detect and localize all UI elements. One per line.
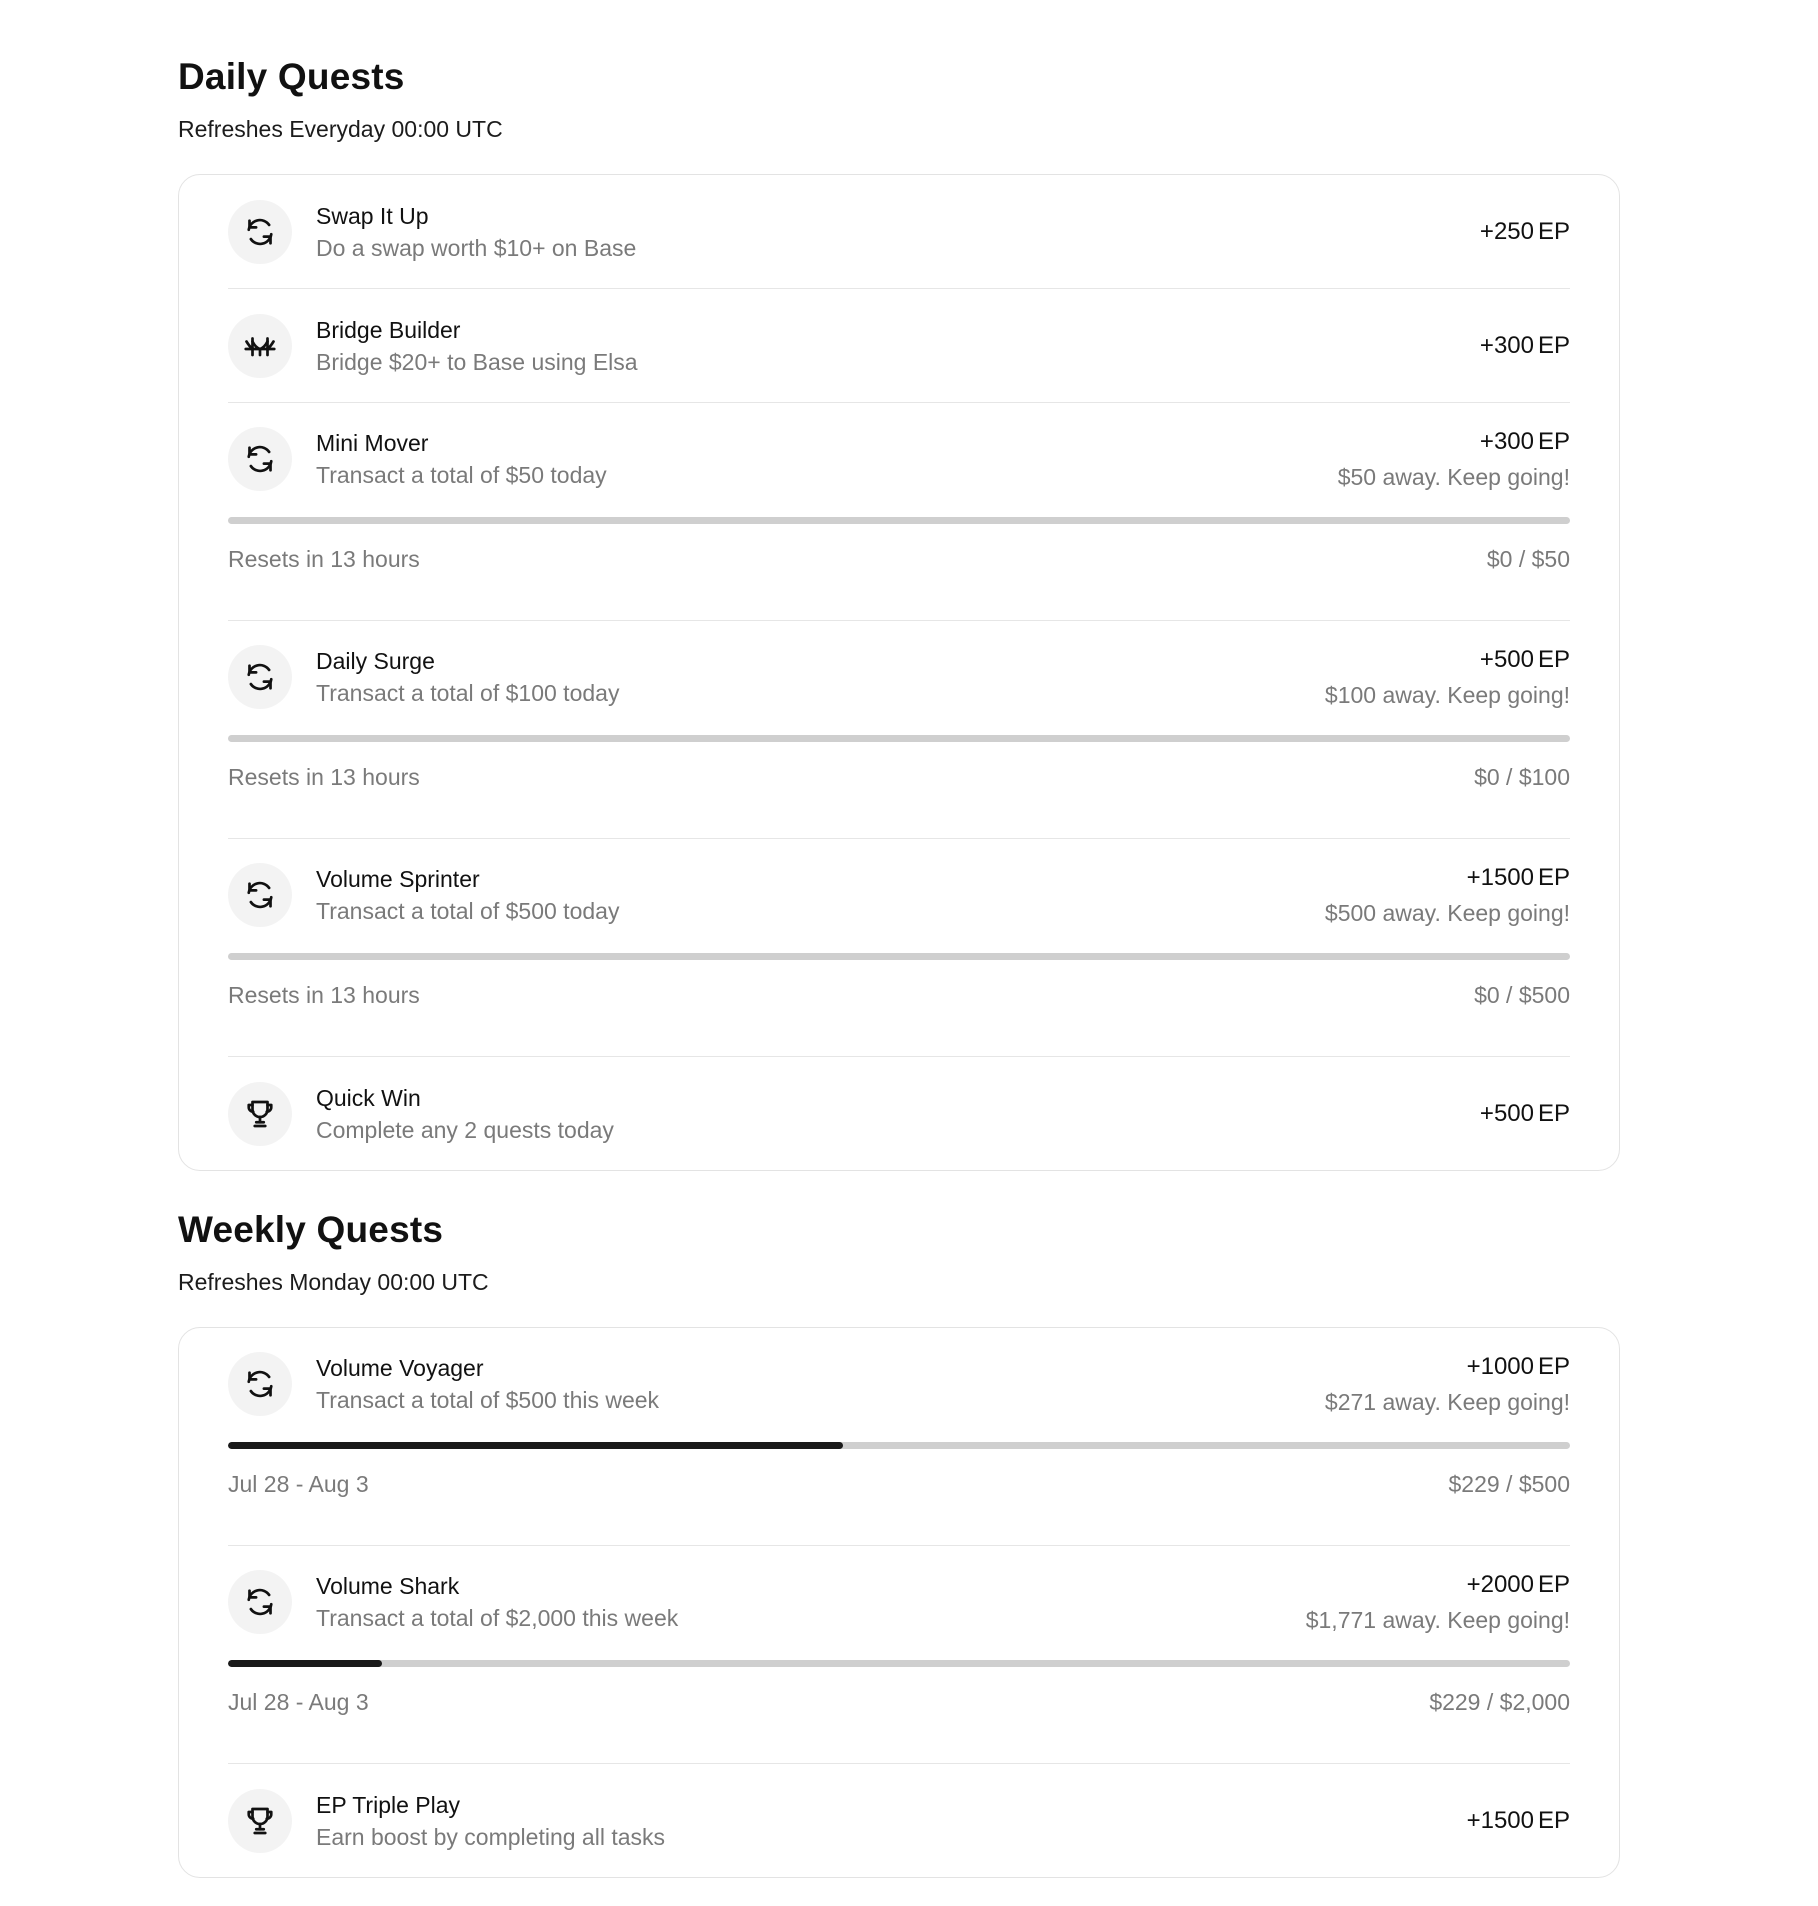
quest-description: Transact a total of $500 this week (316, 1387, 660, 1413)
quest-title: Quick Win (316, 1084, 421, 1111)
swap-icon (228, 863, 292, 927)
progress-fill (228, 1442, 843, 1449)
reward-amount: +300 (1479, 428, 1534, 455)
quest-title: Mini Mover (316, 430, 429, 456)
quest-remaining: $1,771 away. Keep going! (1305, 1607, 1570, 1633)
quest-text (316, 315, 1480, 377)
quest-item[interactable] (228, 175, 1570, 289)
quest-reward-block (1306, 1569, 1570, 1635)
progress-meta (228, 980, 1570, 1010)
quest-remaining: $271 away. Keep going! (1324, 1389, 1570, 1415)
progress-track (228, 1442, 1570, 1449)
progress-track (228, 1660, 1570, 1667)
quest-row[interactable] (228, 403, 1570, 515)
swap-icon (228, 427, 292, 491)
quest-item[interactable] (228, 1328, 1570, 1546)
quest-title: Swap It Up (316, 202, 429, 229)
quest-description: Earn boost by completing all tasks (316, 1823, 666, 1850)
progress-track (228, 953, 1570, 960)
trophy-icon (228, 1082, 292, 1146)
quest-text (316, 1571, 1306, 1633)
quest-progress (228, 735, 1570, 838)
quest-reward (1306, 1569, 1570, 1601)
progress-reset-label: Jul 28 - Aug 3 (228, 1689, 369, 1715)
reward-unit: EP (1537, 1806, 1570, 1834)
quest-description: Transact a total of $500 today (316, 898, 620, 924)
quest-reward (1480, 216, 1570, 248)
quest-text (316, 428, 1338, 490)
progress-meta (228, 1687, 1570, 1717)
progress-fill (228, 1660, 382, 1667)
reward-amount: +500 (1479, 646, 1534, 673)
progress-amount: $0 / $50 (1486, 546, 1570, 572)
quest-item[interactable] (228, 1546, 1570, 1764)
reward-unit: EP (1537, 217, 1570, 245)
progress-amount: $0 / $500 (1474, 982, 1570, 1008)
weekly-title: Weekly Quests (178, 1209, 444, 1250)
quest-reward (1325, 1351, 1570, 1383)
weekly-section (178, 1203, 1620, 1878)
quest-remaining: $500 away. Keep going! (1324, 900, 1570, 926)
quest-progress (228, 953, 1570, 1056)
quest-reward-block (1338, 426, 1570, 492)
quest-reward (1325, 862, 1570, 894)
swap-icon (228, 200, 292, 264)
quest-reward (1467, 1805, 1570, 1837)
quest-remaining: $100 away. Keep going! (1324, 682, 1570, 708)
trophy-icon (228, 1789, 292, 1853)
quest-title: Volume Sprinter (316, 866, 480, 892)
quest-row[interactable] (228, 839, 1570, 951)
quest-reward-block (1467, 1805, 1570, 1837)
quest-description: Transact a total of $2,000 this week (316, 1605, 679, 1631)
quest-row[interactable] (228, 175, 1570, 288)
progress-amount: $229 / $2,000 (1429, 1689, 1570, 1715)
quest-progress (228, 1660, 1570, 1763)
reward-amount: +2000 (1466, 1571, 1534, 1598)
reward-amount: +250 (1479, 217, 1534, 245)
quest-remaining: $50 away. Keep going! (1337, 464, 1570, 490)
swap-icon (228, 1570, 292, 1634)
quest-description: Complete any 2 quests today (316, 1116, 614, 1143)
progress-reset-label: Jul 28 - Aug 3 (228, 1471, 369, 1497)
quest-reward (1480, 330, 1570, 362)
quest-item[interactable] (228, 839, 1570, 1057)
quest-reward-block (1480, 1098, 1570, 1130)
quest-item[interactable] (228, 621, 1570, 839)
daily-section (178, 50, 1620, 1171)
reward-unit: EP (1537, 331, 1570, 359)
quest-title: EP Triple Play (316, 1791, 461, 1818)
progress-meta (228, 544, 1570, 574)
quest-title: Volume Voyager (316, 1355, 484, 1381)
quest-row[interactable] (228, 1328, 1570, 1440)
progress-track (228, 517, 1570, 524)
quest-row[interactable] (228, 1057, 1570, 1170)
quest-reward (1338, 426, 1570, 458)
quest-text (316, 1790, 1467, 1852)
progress-amount: $229 / $500 (1448, 1471, 1570, 1497)
quest-description: Transact a total of $50 today (316, 462, 607, 488)
swap-icon (228, 1352, 292, 1416)
quest-row[interactable] (228, 289, 1570, 402)
reward-unit: EP (1537, 1099, 1570, 1127)
progress-reset-label: Resets in 13 hours (228, 764, 420, 790)
quest-description: Bridge $20+ to Base using Elsa (316, 348, 638, 375)
quest-title: Bridge Builder (316, 316, 461, 343)
reward-unit: EP (1537, 646, 1570, 673)
quest-reward-block (1325, 1351, 1570, 1417)
quest-reward-block (1325, 862, 1570, 928)
progress-reset-label: Resets in 13 hours (228, 546, 420, 572)
quest-text (316, 646, 1325, 708)
quest-item[interactable] (228, 403, 1570, 621)
quest-text (316, 1083, 1480, 1145)
progress-meta (228, 762, 1570, 792)
quest-text (316, 864, 1325, 926)
quest-reward-block (1480, 330, 1570, 362)
quest-row[interactable] (228, 1764, 1570, 1877)
daily-subtitle: Refreshes Everyday 00:00 UTC (178, 116, 503, 142)
reward-amount: +1000 (1466, 1353, 1534, 1380)
quest-progress (228, 1442, 1570, 1545)
quest-text (316, 201, 1480, 263)
weekly-subtitle: Refreshes Monday 00:00 UTC (178, 1269, 489, 1295)
bridge-icon (228, 314, 292, 378)
reward-amount: +300 (1479, 331, 1534, 359)
progress-reset-label: Resets in 13 hours (228, 982, 420, 1008)
quest-title: Volume Shark (316, 1573, 460, 1599)
progress-meta (228, 1469, 1570, 1499)
progress-amount: $0 / $100 (1474, 764, 1570, 790)
quest-reward-block (1480, 216, 1570, 248)
reward-unit: EP (1537, 1571, 1570, 1598)
quest-reward (1480, 1098, 1570, 1130)
quest-item[interactable] (228, 1057, 1570, 1170)
quests-page (178, 50, 1620, 1878)
quest-reward (1325, 644, 1570, 676)
quest-item[interactable] (228, 1764, 1570, 1877)
reward-unit: EP (1537, 1353, 1570, 1380)
quest-description: Do a swap worth $10+ on Base (316, 234, 637, 261)
quest-row[interactable] (228, 621, 1570, 733)
progress-track (228, 735, 1570, 742)
swap-icon (228, 645, 292, 709)
quest-row[interactable] (228, 1546, 1570, 1658)
quest-item[interactable] (228, 289, 1570, 403)
reward-amount: +1500 (1466, 1806, 1534, 1834)
quest-title: Daily Surge (316, 648, 435, 674)
reward-amount: +500 (1479, 1099, 1534, 1127)
quest-progress (228, 517, 1570, 620)
daily-quests-card (178, 174, 1620, 1171)
quest-description: Transact a total of $100 today (316, 680, 620, 706)
reward-unit: EP (1537, 864, 1570, 891)
reward-unit: EP (1537, 428, 1570, 455)
weekly-quests-card (178, 1327, 1620, 1878)
daily-title: Daily Quests (178, 56, 405, 97)
quest-text (316, 1353, 1325, 1415)
reward-amount: +1500 (1466, 864, 1534, 891)
quest-reward-block (1325, 644, 1570, 710)
